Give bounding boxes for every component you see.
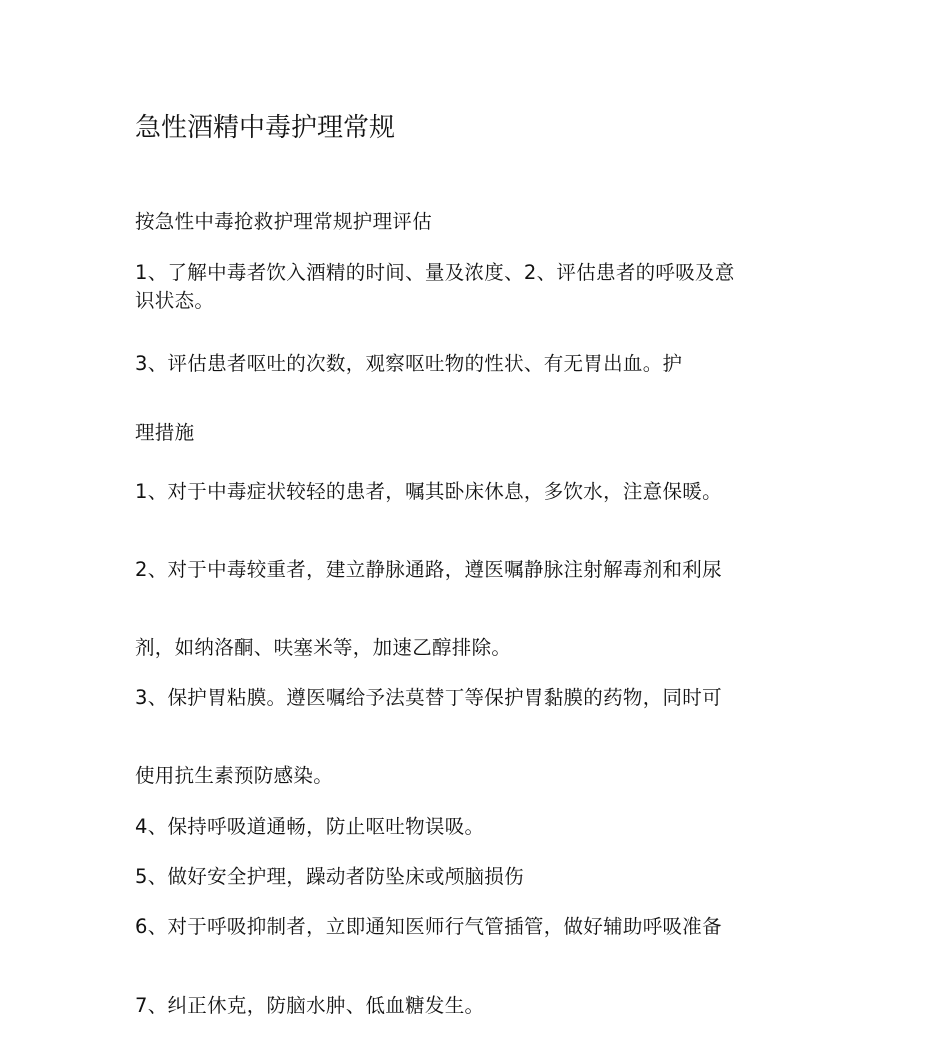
paragraph-measure-3-cont: 使用抗生素预防感染。 (135, 764, 334, 787)
paragraph-measure-6: 6、对于呼吸抑制者，立即通知医师行气管插管，做好辅助呼吸准备 (135, 915, 722, 938)
paragraph-measure-3: 3、保护胃粘膜。遵医嘱给予法莫替丁等保护胃黏膜的药物，同时可 (135, 686, 722, 709)
paragraph-measure-5: 5、做好安全护理，躁动者防坠床或颅脑损伤 (135, 865, 524, 888)
paragraph-measures-heading: 理措施 (135, 421, 195, 444)
paragraph-measure-7: 7、纠正休克，防脑水肿、低血糖发生。 (135, 994, 485, 1017)
paragraph-assessment-heading: 按急性中毒抢救护理常规护理评估 (135, 210, 433, 233)
paragraph-measure-2: 2、对于中毒较重者，建立静脉通路，遵医嘱静脉注射解毒剂和利尿 (135, 558, 722, 581)
paragraph-measure-4: 4、保持呼吸道通畅，防止呕吐物误吸。 (135, 815, 485, 838)
paragraph-assessment-3: 3、评估患者呕吐的次数，观察呕吐物的性状、有无胃出血。护 (135, 352, 683, 375)
document-title: 急性酒精中毒护理常规 (135, 113, 396, 143)
paragraph-measure-1: 1、对于中毒症状较轻的患者，嘱其卧床休息，多饮水，注意保暖。 (135, 480, 722, 503)
paragraph-measure-2-cont: 剂，如纳洛酮、呋塞米等，加速乙醇排除。 (135, 636, 512, 659)
paragraph-assessment-1-2: 1、了解中毒者饮入酒精的时间、量及浓度、2、评估患者的呼吸及意识状态。 (135, 261, 735, 312)
